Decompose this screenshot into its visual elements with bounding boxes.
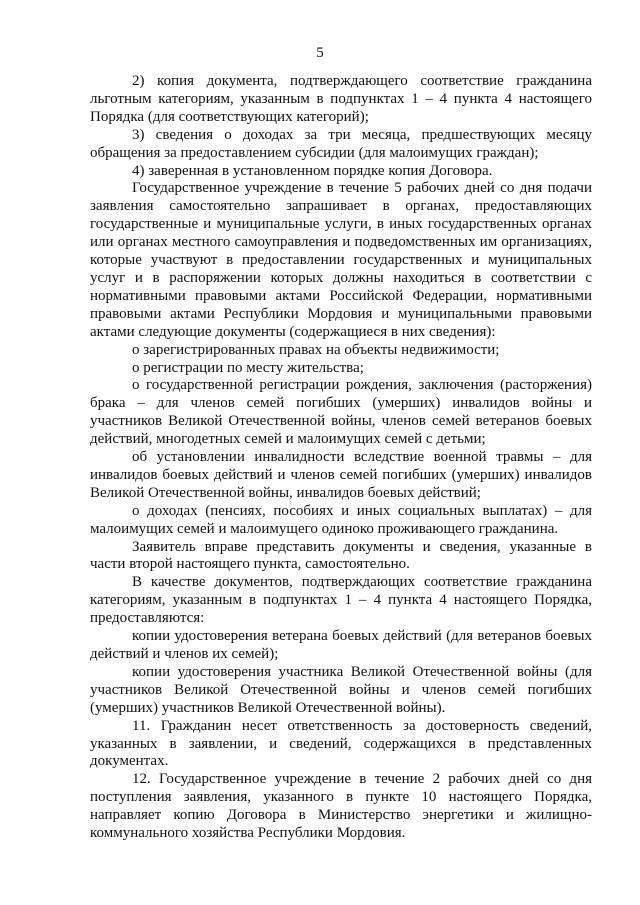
paragraph-civil-registration: о государственной регистрации рождения, заключения (расторжения) брака – для членов семей погибших (умерших) инвалидов войны и участников Великой Отечественной войны, членов семей ветеранов боевых действий, многодетных семей и малоимущих семей с детьми; [90, 377, 592, 448]
paragraph-clause-11: 11. Гражданин несет ответственность за достоверность сведений, указанных в заявлении, и сведений, содержащихся в представленных документах. [90, 717, 592, 770]
paragraph-veteran-certificate: копии удостоверения ветерана боевых действий (для ветеранов боевых действий и членов их семей); [90, 628, 592, 662]
page-number: 5 [316, 45, 324, 61]
paragraph-item-3: 3) сведения о доходах за три месяца, предшествующих месяцу обращения за предоставлением субсидии (для малоимущих граждан); [90, 126, 592, 161]
paragraph-registration: о регистрации по месту жительства; [132, 359, 364, 376]
paragraph-clause-12: 12. Государственное учреждение в течение 2 рабочих дней со дня поступления заявления, указанного в пункте 10 настоящего Порядка, направляет копию Договора в Министерство энергетики и жилищно-коммунального хозяйства Республики Мордовия. [90, 771, 592, 842]
paragraph-income: о доходах (пенсиях, пособиях и иных социальных выплатах) – для малоимущих семей и малоимущего одиноко проживающего гражданина. [90, 502, 592, 537]
paragraph-category-documents: В качестве документов, подтверждающих соответствие гражданина категориям, указанным в подпунктах 1 – 4 пункта 4 настоящего Порядка, предоставляются: [90, 574, 592, 627]
paragraph-item-2: 2) копия документа, подтверждающего соответствие гражданина льготным категориям, указанным в подпунктах 1 – 4 пункта 4 настоящего Порядка (для соответствующих категорий); [90, 73, 592, 125]
paragraph-item-4: 4) заверенная в установленном порядке копия Договора. [132, 162, 493, 179]
paragraph-wwii-certificate: копии удостоверения участника Великой Отечественной войны (для участников Великой Отечественной войны и членов семей погибших (умерших) участников Великой Отечественной войны). [90, 663, 592, 716]
paragraph-disability: об установлении инвалидности вследствие военной травмы – для инвалидов боевых действий и членов семей погибших (умерших) инвалидов Великой Отечественной войны, инвалидов боевых действий; [90, 449, 592, 501]
paragraph-request-documents: Государственное учреждение в течение 5 рабочих дней со дня подачи заявления самостоятельно запрашивает в органах, предоставляющих государственные и муниципальные услуги, в иных государственных органах или органах местного самоуправления и подведомственных им организациях, которые участвуют в предоставлении государственных и муниципальных услуг и в распоряжении которых должны находиться в соответствии с нормативными правовыми актами Российской Федерации, нормативными правовыми актами Республики Мордовия и муниципальными правовыми актами следующие документы (содержащиеся в них сведения): [90, 180, 592, 340]
document-body [90, 73, 592, 843]
paragraph-applicant-right: Заявитель вправе представить документы и сведения, указанные в части второй настоящего пункта, самостоятельно. [90, 538, 592, 573]
paragraph-property-rights: о зарегистрированных правах на объекты недвижимости; [132, 341, 500, 358]
